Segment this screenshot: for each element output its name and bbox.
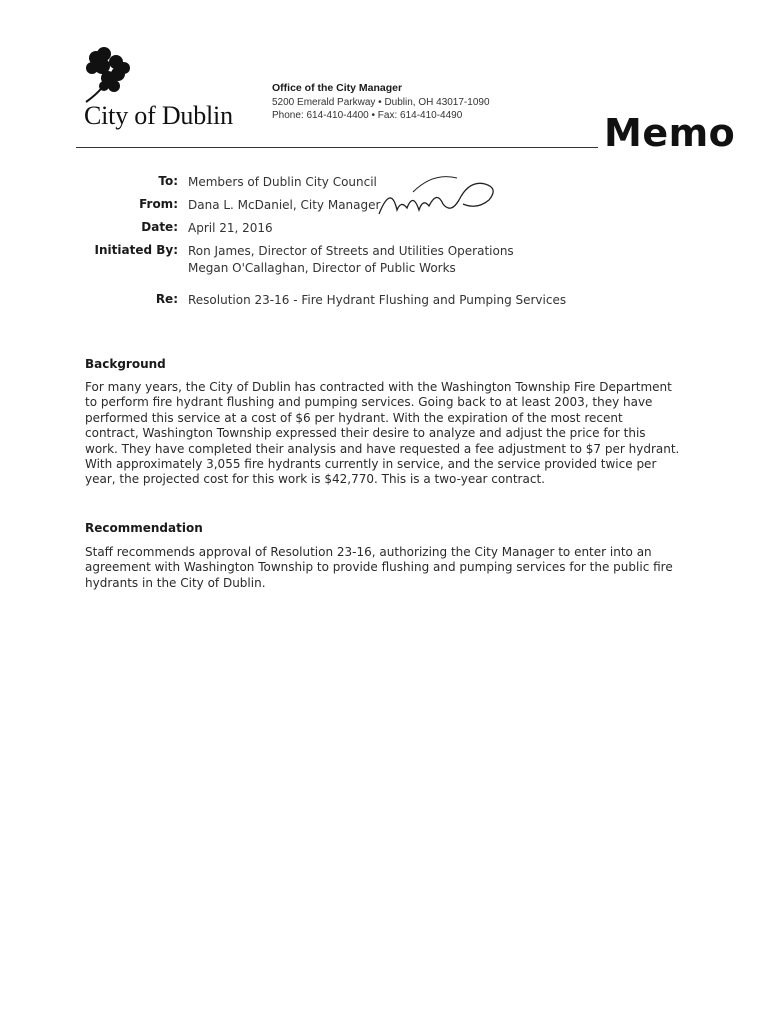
- to-label: To:: [158, 174, 178, 188]
- background-line: to perform fire hydrant flushing and pumping services. Going back to at least 2003, they have: [85, 395, 653, 410]
- background-line: year, the projected cost for this work is $42,770. This is a two-year contract.: [85, 472, 545, 487]
- signature-initials: [373, 170, 509, 220]
- recommendation-line: agreement with Washington Township to provide flushing and pumping services for the public fire: [85, 560, 673, 575]
- background-line: work. They have completed their analysis and have requested a fee adjustment to $7 per hydrant.: [85, 441, 680, 456]
- from-label: From:: [139, 197, 178, 211]
- recommendation-line: hydrants in the City of Dublin.: [85, 575, 266, 590]
- date-value: April 21, 2016: [188, 221, 273, 235]
- background-line: For many years, the City of Dublin has contracted with the Washington Township Fire Department: [85, 380, 672, 394]
- background-line: With approximately 3,055 fire hydrants currently in service, and the service provided twice per: [85, 457, 657, 472]
- recommendation-paragraph: [85, 545, 697, 591]
- date-label: Date:: [141, 220, 178, 234]
- office-phone-fax: Phone: 614-410-4400 • Fax: 614-410-4490: [272, 110, 463, 121]
- initiated-line-2: Megan O'Callaghan, Director of Public Works: [188, 261, 456, 275]
- to-value: Members of Dublin City Council: [188, 175, 377, 189]
- initiated-line-1: Ron James, Director of Streets and Utilities Operations: [188, 244, 514, 258]
- logo-text: City of Dublin: [84, 101, 233, 130]
- initiated-label: Initiated By:: [94, 243, 178, 257]
- from-value: Dana L. McDaniel, City Manager: [188, 198, 381, 212]
- background-heading: Background: [85, 357, 166, 371]
- re-label: Re:: [155, 292, 178, 306]
- office-title: Office of the City Manager: [272, 82, 403, 94]
- background-paragraph: [85, 380, 697, 488]
- background-line: performed this service at a cost of $6 per hydrant. With the expiration of the most recent: [85, 410, 623, 425]
- office-address: 5200 Emerald Parkway • Dublin, OH 43017-1090: [272, 97, 490, 108]
- shamrock-icon: [80, 46, 136, 104]
- memo-title: Memo: [604, 111, 736, 155]
- city-logo: [76, 46, 266, 130]
- office-block: [272, 82, 490, 122]
- header-rule: [76, 147, 598, 148]
- re-value: Resolution 23-16 - Fire Hydrant Flushing and Pumping Services: [188, 293, 567, 307]
- recommendation-line: Staff recommends approval of Resolution 23-16, authorizing the City Manager to enter into an: [85, 545, 652, 559]
- initiated-value: [188, 243, 514, 277]
- recommendation-heading: Recommendation: [85, 521, 203, 535]
- background-line: contract, Washington Township expressed their desire to analyze and adjust the price for this: [85, 426, 646, 441]
